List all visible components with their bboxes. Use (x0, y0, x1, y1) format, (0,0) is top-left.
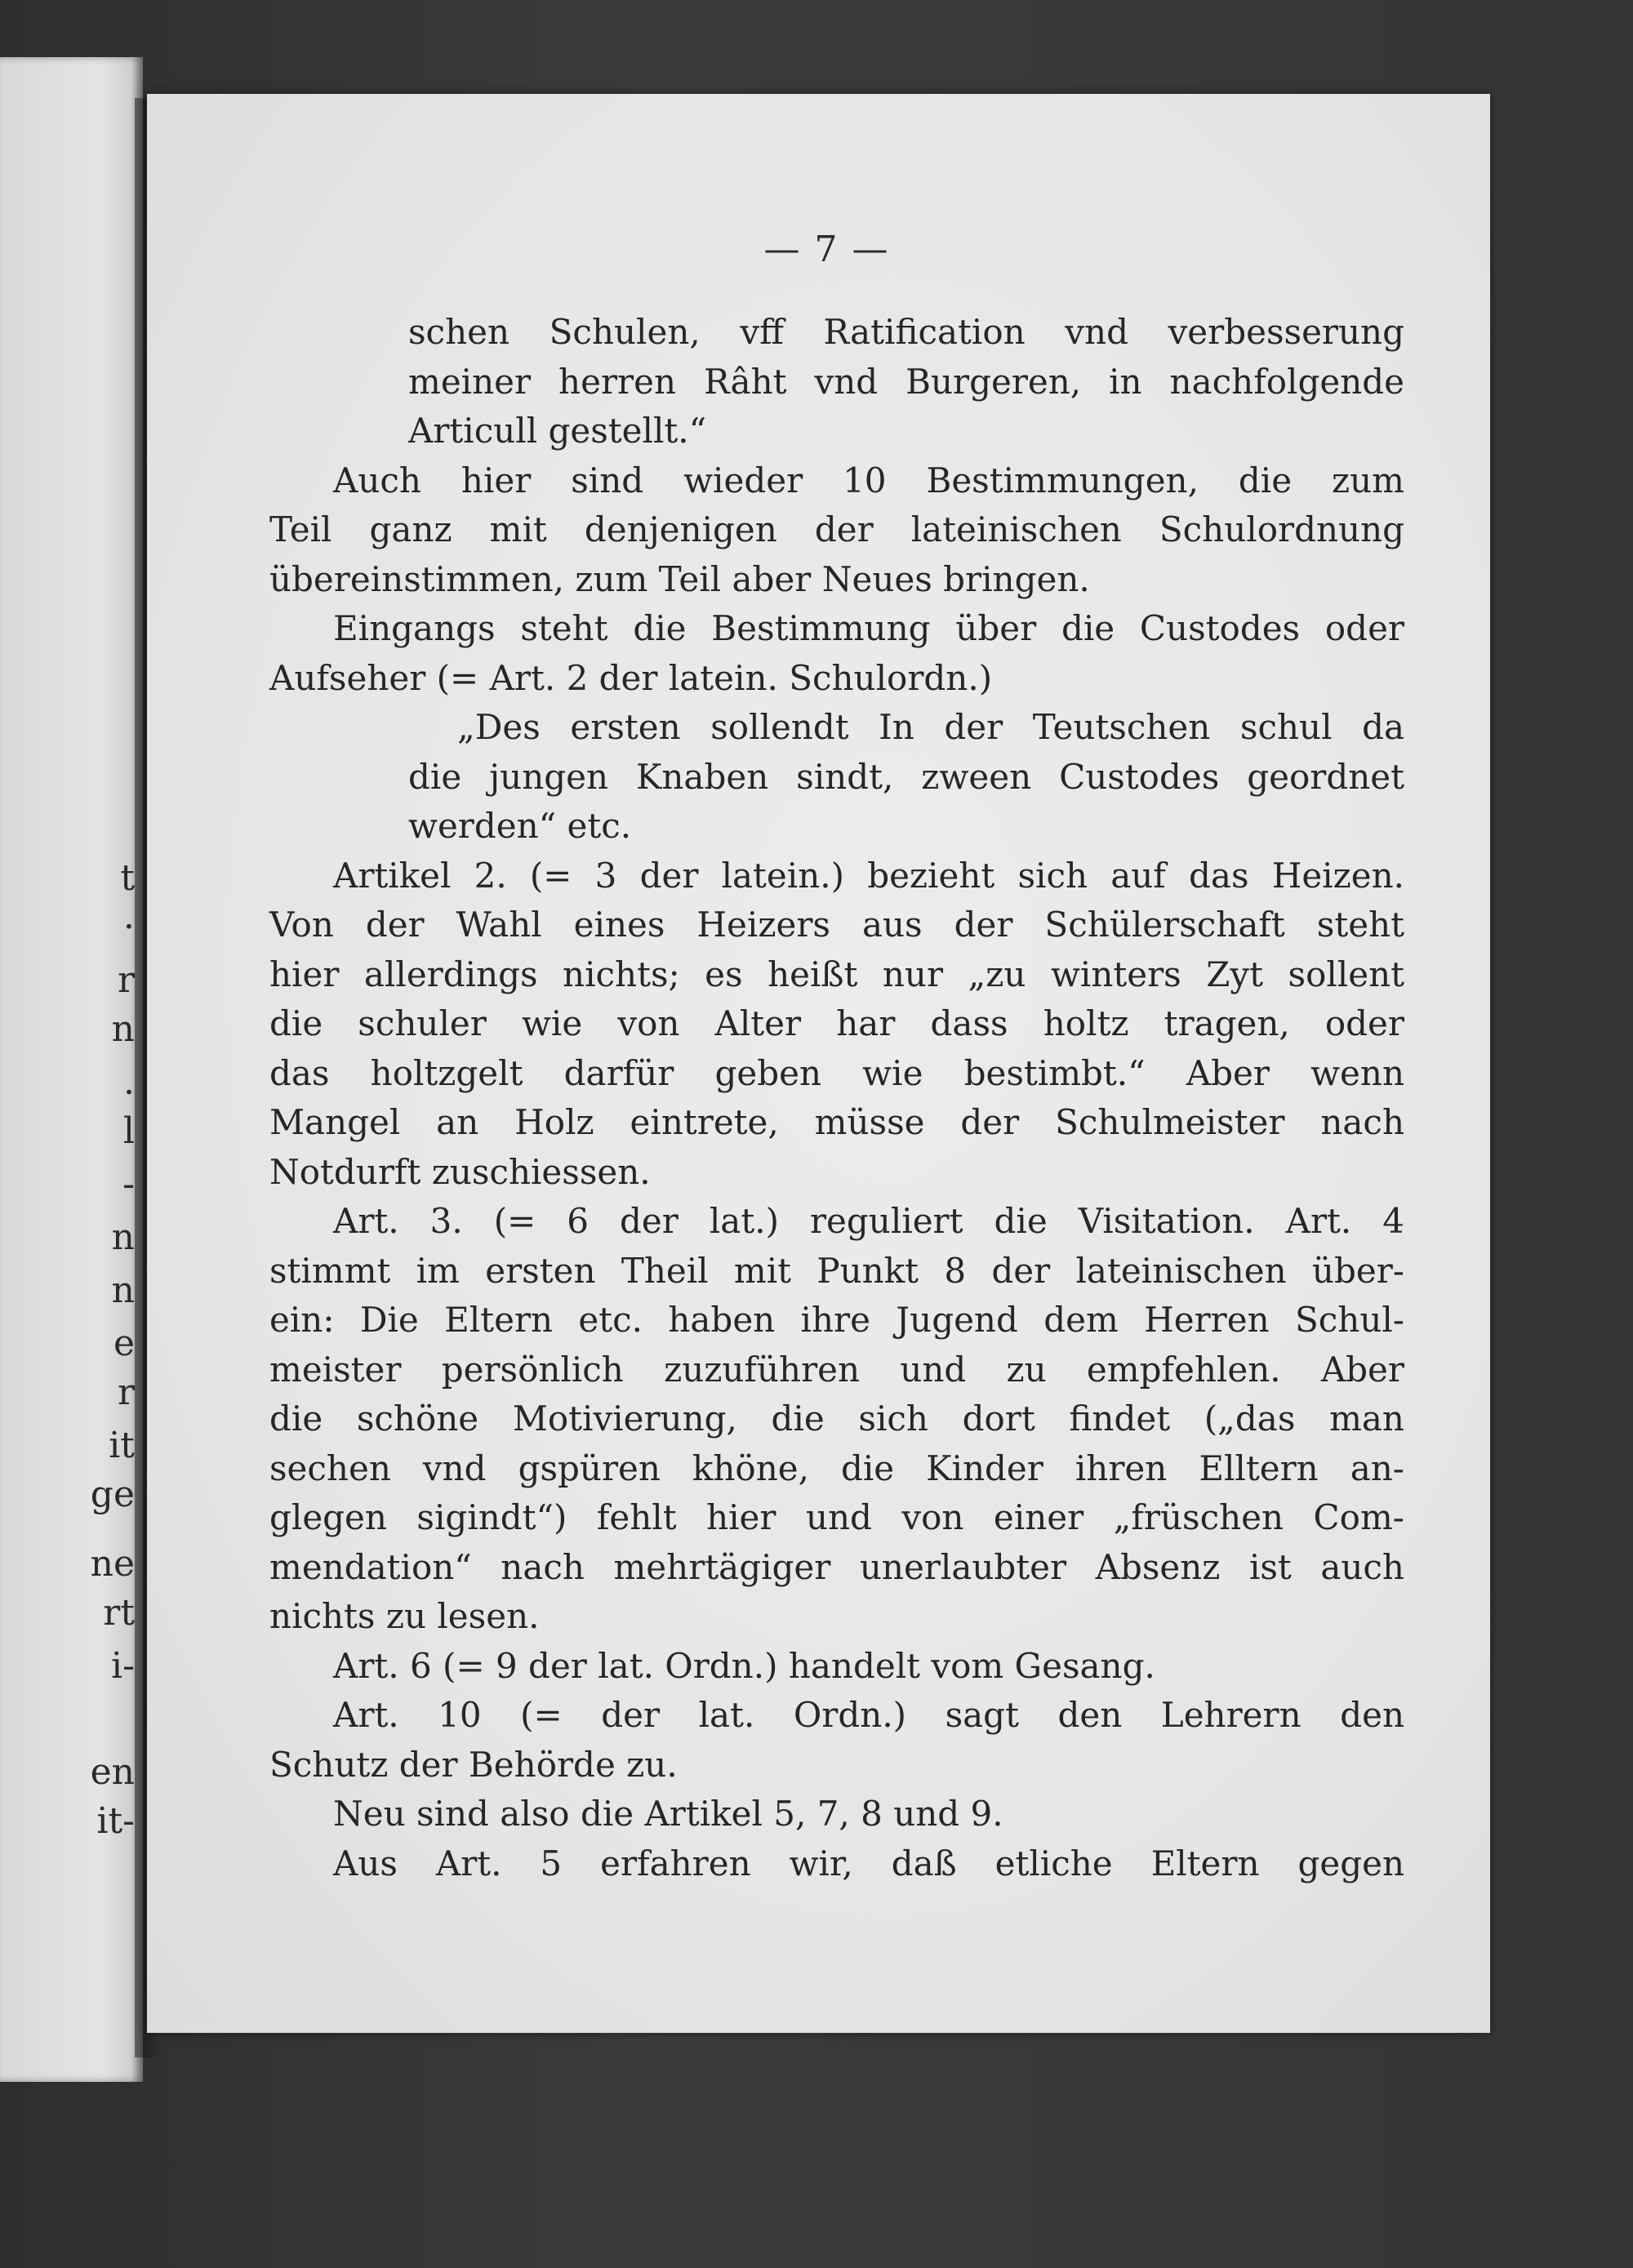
previous-page-text-fragment: n (111, 1008, 135, 1050)
page-number: — 7 — (763, 229, 890, 270)
text-line: Aufseher (= Art. 2 der latein. Schulordn.) (269, 657, 993, 698)
text-line: schen Schulen, vff Ratification vnd verbesserung (408, 312, 1404, 352)
previous-page-text-fragment: e (113, 1323, 135, 1364)
text-line: werden“ etc. (408, 806, 632, 846)
text-line: Teil ganz mit denjenigen der lateinischen Schulordnung (269, 509, 1404, 549)
previous-page-text-fragment: t (120, 857, 135, 899)
previous-page-text-fragment: en (90, 1751, 135, 1793)
previous-page-text-fragment: l (122, 1110, 135, 1152)
text-line: Schutz der Behörde zu. (269, 1744, 678, 1785)
previous-page-text-fragment: i- (111, 1645, 135, 1687)
previous-page-text-fragment: n (111, 1216, 135, 1258)
text-line: glegen sigindt“) fehlt hier und von einer „früschen Com- (269, 1497, 1404, 1537)
previous-page-text-fragment: ne (90, 1543, 135, 1585)
previous-page-text-fragment: r (117, 1372, 135, 1413)
previous-page-text-fragment: it (109, 1425, 135, 1466)
text-line: stimmt im ersten Theil mit Punkt 8 der lateinischen über- (269, 1250, 1404, 1291)
previous-page-text-fragment: n (111, 1270, 135, 1311)
text-line: Art. 3. (= 6 der lat.) reguliert die Visitation. Art. 4 (333, 1201, 1404, 1241)
previous-page-text-fragment: - (122, 1163, 135, 1205)
text-line: Neu sind also die Artikel 5, 7, 8 und 9. (333, 1794, 1003, 1834)
text-line: Art. 6 (= 9 der lat. Ordn.) handelt vom Gesang. (333, 1645, 1155, 1686)
text-line: Notdurft zuschiessen. (269, 1151, 651, 1192)
text-line: meiner herren Râht vnd Burgeren, in nachfolgende (408, 361, 1404, 402)
text-line: nichts zu lesen. (269, 1596, 540, 1636)
previous-page-text-fragment: ge (90, 1474, 135, 1515)
text-line: Aus Art. 5 erfahren wir, daß etliche Eltern gegen (333, 1843, 1404, 1883)
previous-page-text-fragment: . (123, 1061, 135, 1103)
text-line: die schöne Motivierung, die sich dort findet („das man (269, 1399, 1404, 1439)
text-line: Artikel 2. (= 3 der latein.) bezieht sich auf das Heizen. (333, 855, 1404, 896)
text-line: Art. 10 (= der lat. Ordn.) sagt den Lehrern den (333, 1695, 1404, 1735)
book-page (147, 94, 1490, 2033)
text-line: meister persönlich zuzuführen und zu empfehlen. Aber (269, 1349, 1404, 1390)
text-line: mendation“ nach mehrtägiger unerlaubter Absenz ist auch (269, 1546, 1404, 1587)
text-line: Articull gestellt.“ (408, 411, 707, 451)
page-body-text (269, 308, 1404, 1888)
previous-page-text-fragment: r (117, 959, 135, 1001)
text-line: „Des ersten sollendt In der Teutschen schul da (457, 707, 1404, 747)
text-line: die jungen Knaben sindt, zween Custodes geordnet (408, 756, 1404, 797)
previous-page-text-fragment: · (123, 906, 135, 948)
text-line: die schuler wie von Alter har dass holtz tragen, oder (269, 1003, 1404, 1043)
text-line: sechen vnd gspüren khöne, die Kinder ihren Elltern an- (269, 1448, 1404, 1488)
text-line: Von der Wahl eines Heizers aus der Schülerschaft steht (269, 905, 1404, 945)
previous-page-edge (0, 57, 143, 2082)
previous-page-text-fragment: it- (96, 1800, 135, 1842)
previous-page-text-fragment: rt (103, 1592, 135, 1634)
text-line: Auch hier sind wieder 10 Bestimmungen, die zum (333, 460, 1404, 500)
text-line: Eingangs steht die Bestimmung über die Custodes oder (333, 608, 1404, 648)
text-line: ein: Die Eltern etc. haben ihre Jugend dem Herren Schul- (269, 1300, 1404, 1340)
text-line: Mangel an Holz eintrete, müsse der Schulmeister nach (269, 1102, 1404, 1142)
text-line: das holtzgelt darfür geben wie bestimbt.“ Aber wenn (269, 1052, 1404, 1093)
text-line: übereinstimmen, zum Teil aber Neues bringen. (269, 558, 1090, 599)
text-line: hier allerdings nichts; es heißt nur „zu winters Zyt sollent (269, 954, 1404, 994)
